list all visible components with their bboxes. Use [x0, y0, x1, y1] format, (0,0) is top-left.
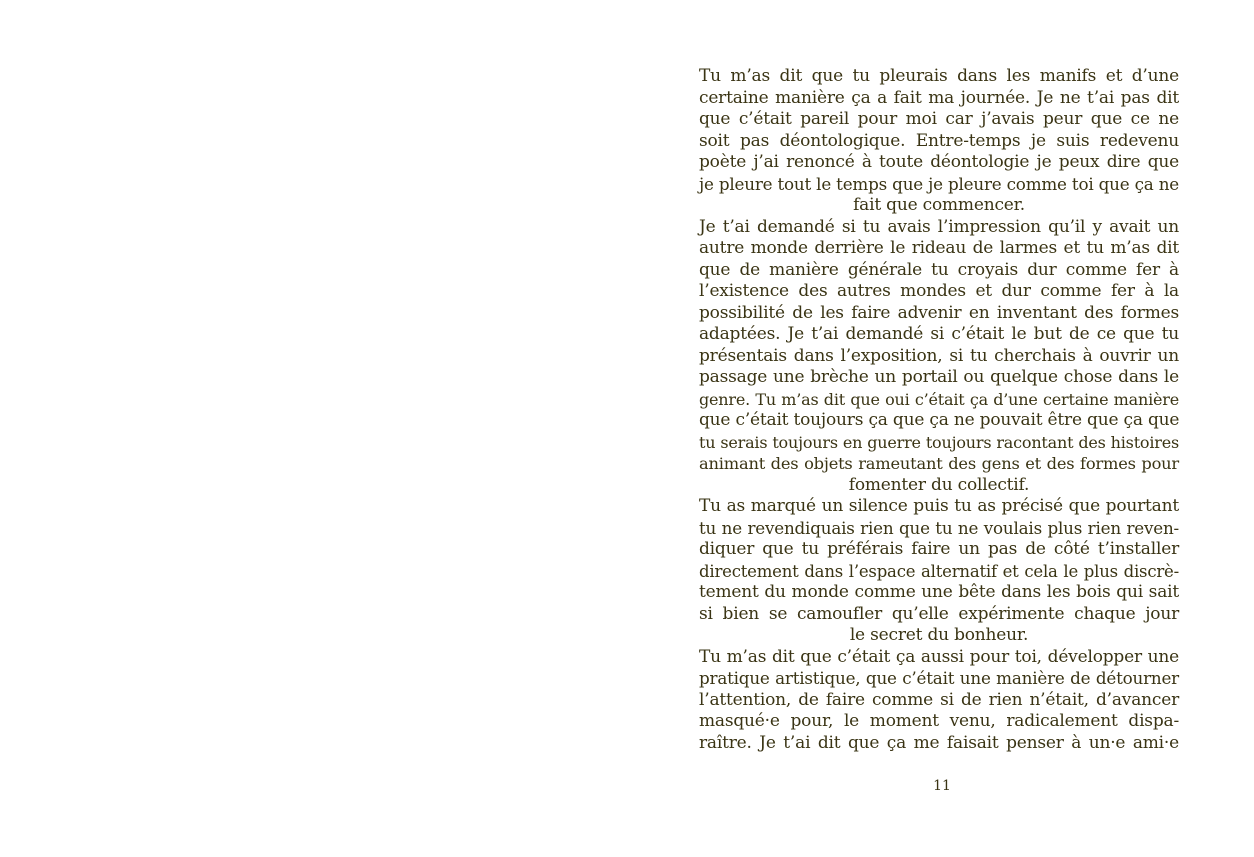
- text-line: possibilité de les faire advenir en inventant des formes: [699, 302, 1179, 323]
- text-line: animant des objets rameutant des gens et des formes pour: [699, 454, 1179, 473]
- text-line: certaine manière ça a fait ma journée. Je ne t’ai pas dit: [699, 87, 1179, 108]
- text-line: que c’était toujours ça que ça ne pouvait être que ça que: [699, 410, 1180, 430]
- text-line: Tu m’as dit que tu pleurais dans les manifs et d’une: [699, 66, 1179, 86]
- text-line: que c’était pareil pour moi car j’avais peur que ce ne: [699, 109, 1179, 129]
- text-line: directement dans l’espace alternatif et cela le plus discrè-: [699, 561, 1179, 581]
- text-line: tu ne revendiquais rien que tu ne voulais plus rien reven-: [699, 517, 1179, 538]
- text-line-last: fomenter du collectif.: [848, 474, 1030, 495]
- text-line: pratique artistique, que c’était une manière de détourner: [699, 668, 1179, 688]
- text-line: masqué·e pour, le moment venu, radicalement dispa-: [699, 711, 1179, 731]
- body-text: [699, 66, 1179, 754]
- text-line: Tu as marqué un silence puis tu as précisé que pourtant: [699, 496, 1179, 516]
- text-line: raître. Je t’ai dit que ça me faisait penser à un·e ami·e: [699, 732, 1179, 753]
- text-line: poète j’ai renoncé à toute déontologie je peux dire que: [699, 152, 1179, 172]
- text-line: soit pas déontologique. Entre-temps je suis redevenu: [699, 130, 1179, 151]
- text-line: que de manière générale tu croyais dur comme fer à: [699, 259, 1179, 280]
- paragraph-3: [699, 496, 1179, 647]
- text-line: autre monde derrière le rideau de larmes et tu m’as dit: [699, 238, 1179, 258]
- text-line: si bien se camoufler qu’elle expérimente chaque jour: [699, 603, 1179, 624]
- text-line: passage une brèche un portail ou quelque chose dans le: [699, 367, 1179, 387]
- text-line: l’existence des autres mondes et dur comme fer à la: [699, 281, 1179, 301]
- text-line: diquer que tu préférais faire un pas de côté t’installer: [699, 539, 1179, 559]
- text-line: l’attention, de faire comme si de rien n’était, d’avancer: [699, 689, 1179, 710]
- right-page: [627, 0, 1254, 857]
- text-line: adaptées. Je t’ai demandé si c’était le but de ce que tu: [699, 324, 1179, 344]
- paragraph-1: [699, 66, 1179, 217]
- text-line: Je t’ai demandé si tu avais l’impression qu’il y avait un: [699, 216, 1179, 237]
- text-line: présentais dans l’exposition, si tu cherchais à ouvrir un: [699, 345, 1179, 366]
- text-line: tement du monde comme une bête dans les bois qui sait: [699, 582, 1179, 602]
- text-line: Tu m’as dit que c’était ça aussi pour toi, développer une: [699, 646, 1179, 667]
- page-number: 11: [933, 778, 951, 794]
- text-line-last: fait que commencer.: [853, 195, 1025, 215]
- paragraph-2: [699, 217, 1179, 497]
- text-line-last: le secret du bonheur.: [849, 625, 1029, 645]
- text-line: genre. Tu m’as dit que oui c’était ça d’une certaine manière: [699, 389, 1179, 409]
- text-line: tu serais toujours en guerre toujours racontant des histoires: [699, 432, 1179, 452]
- text-line: je pleure tout le temps que je pleure comme toi que ça ne: [699, 173, 1179, 194]
- paragraph-4: [699, 647, 1179, 755]
